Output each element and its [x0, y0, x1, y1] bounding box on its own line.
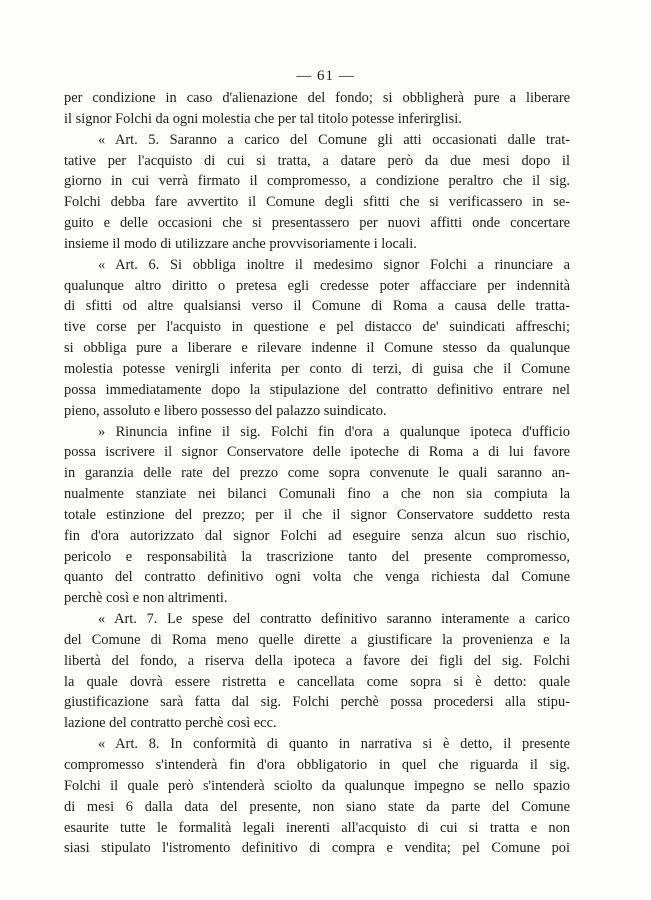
text-line: « Art. 8. In conformità di quanto in narrativa si è detto, il presente — [98, 736, 570, 753]
text-line: siasi stipulato l'istromento definitivo di compra e vendita; pel Comune poi — [64, 840, 570, 857]
text-line: in garanzia delle rate del prezzo come sopra convenute le quali saranno an- — [64, 465, 570, 482]
text-line: di sfitti od altre qualsiansi verso il Comune di Roma a causa delle tratta- — [64, 298, 570, 315]
text-line: giorno in cui verrà firmato il compromesso, a condizione peraltro che il sig. — [64, 173, 570, 190]
text-line: esaurite tutte le formalità legali inerenti all'acquisto di cui si tratta e non — [64, 819, 570, 836]
text-line: del Comune di Roma meno quelle dirette a giustificare la provenienza e la — [64, 631, 570, 648]
text-line: possa iscrivere il signor Conservatore delle ipoteche di Roma a di lui favore — [64, 444, 570, 461]
text-line: molestia potesse venirgli inferita per conto di terzi, di guisa che il Comune — [64, 360, 570, 377]
text-line: possa immediatamente dopo la stipulazione del contratto definitivo entrare nel — [64, 381, 570, 398]
text-line: pieno, assoluto e libero possesso del palazzo suindicato. — [64, 402, 387, 419]
text-line: giustificazione sarà fatta dal sig. Folchi perchè possa procedersi alla stipu- — [64, 694, 570, 711]
text-line: qualunque altro diritto o pretesa egli credesse poter affacciare per indennità — [64, 277, 570, 294]
text-line: pericolo e responsabilità la trascrizione tanto del presente compromesso, — [64, 548, 570, 565]
text-line: Folchi debba fare avvertito il Comune degli sfitti che si verificassero in se- — [64, 194, 570, 211]
text-line: guito e delle occasioni che si presentassero per nuovi affitti onde concertare — [64, 215, 570, 232]
text-line: » Rinuncia infine il sig. Folchi fin d'ora a qualunque ipoteca d'ufficio — [98, 423, 570, 440]
text-line: di mesi 6 dalla data del presente, non siano state da parte del Comune — [64, 798, 570, 815]
text-line: per condizione in caso d'alienazione del fondo; si obbligherà pure a liberare — [64, 90, 570, 106]
text-line: lazione del contratto perchè così ecc. — [64, 715, 277, 732]
page-number: — 61 — — [296, 68, 355, 84]
text-line: nualmente stanziate nei bilanci Comunali fino a che non sia compiuta la — [64, 486, 570, 503]
text-line: insieme il modo di utilizzare anche provvisoriamente i locali. — [64, 235, 417, 252]
text-line: « Art. 6. Si obbliga inoltre il medesimo signor Folchi a rinunciare a — [98, 256, 570, 273]
text-line: perchè così e non altrimenti. — [64, 590, 228, 607]
text-line: tive corse per l'acquisto in questione e pel distacco de' suindicati affreschi; — [64, 319, 570, 336]
text-line: « Art. 7. Le spese del contratto definitivo saranno interamente a carico — [98, 611, 570, 628]
text-line: fin d'ora autorizzato dal signor Folchi ad eseguire senza alcun suo rischio, — [64, 527, 570, 544]
text-line: la quale dovrà essere ristretta e cancellata come sopra si è detto: quale — [64, 673, 570, 690]
text-line: « Art. 5. Saranno a carico del Comune gli atti occasionati dalle trat- — [98, 131, 570, 148]
text-line: si obbliga pure a liberare e rilevare indenne il Comune stesso da qualunque — [64, 340, 570, 357]
text-line: Folchi il quale però s'intenderà sciolto da qualunque impegno se nello spazio — [64, 777, 570, 794]
text-line: libertà del fondo, a riserva della ipoteca a favore dei figli del sig. Folchi — [64, 652, 570, 669]
text-line: quanto del contratto definitivo ogni volta che venga richiesta dal Comune — [64, 569, 570, 586]
text-line: il signor Folchi da ogni molestia che per tal titolo potesse inferirglisi. — [64, 110, 462, 127]
text-line: totale estinzione del prezzo; per il che il signor Conservatore suddetto resta — [64, 506, 570, 523]
text-line: tative per l'acquisto di cui si tratta, a datare però da due mesi dopo il — [64, 152, 570, 169]
text-line: compromesso s'intenderà fin d'ora obbligatorio in quel che riguarda il sig. — [64, 757, 570, 773]
body-text — [64, 88, 570, 859]
